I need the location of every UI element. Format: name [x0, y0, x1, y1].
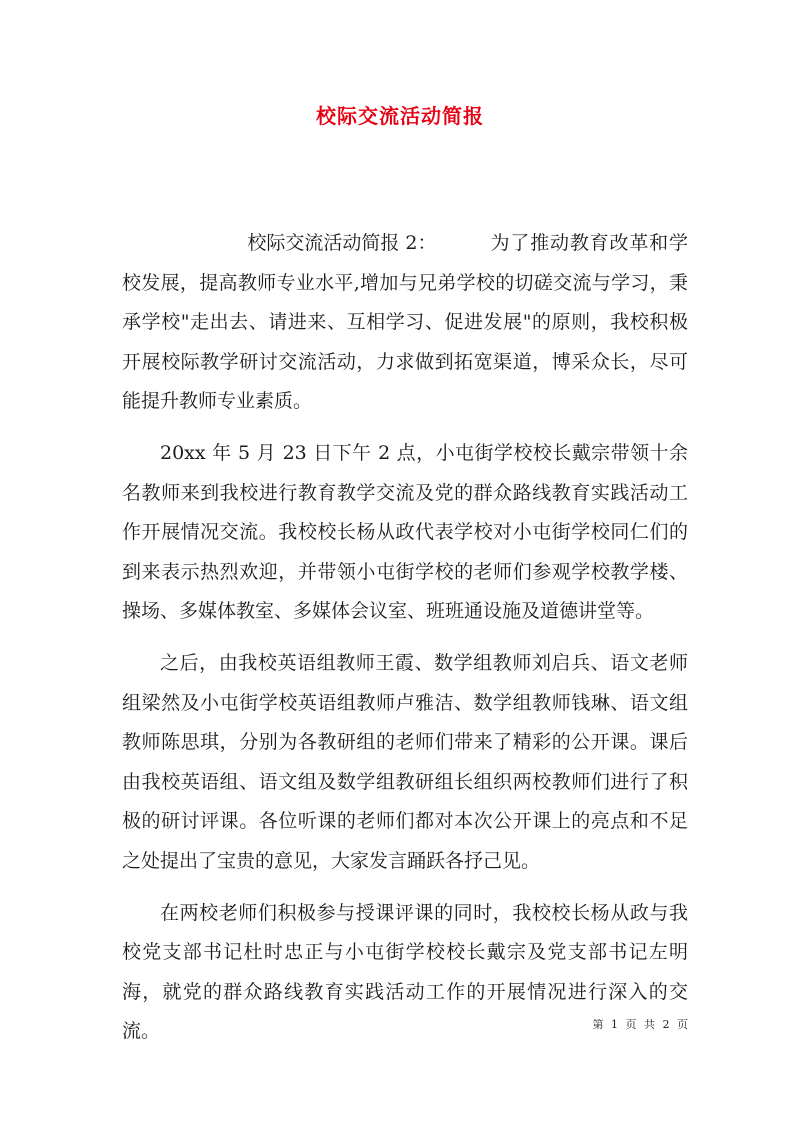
paragraph-3: 之后，由我校英语组教师王霞、数学组教师刘启兵、语文老师组梁然及小屯街学校英语组教师卢雅洁、数学组教师钱琳、语文组教师陈思琪，分别为各教研组的老师们带来了精彩的公开课。课后由我校英语组、语文组及数学组教研组长组织两校教师们进行了积极的研讨评课。各位听课的老师们都对本次公开课上的亮点和不足之处提出了宝贵的意见，大家发言踊跃各抒己见。 [122, 651, 688, 872]
paragraph-1-text: 为了推动教育改革和学校发展，提高教师专业水平,增加与兄弟学校的切磋交流与学习，秉承学校"走出去、请进来、互相学习、促进发展"的原则，我校积极开展校际教学研讨交流活动，力求做到拓宽渠道，博采众长，尽可能提升教师专业素质。 [122, 232, 688, 413]
document-body [122, 224, 688, 1064]
paragraph-4: 在两校老师们积极参与授课评课的同时，我校校长杨从政与我校党支部书记杜时忠正与小屯街学校校长戴宗及党支部书记左明海，就党的群众路线教育实践活动工作的开展情况进行深入的交流。 [122, 901, 688, 1043]
paragraph-1-lead: 校际交流活动简报 2： [247, 232, 437, 254]
paragraph-2: 20xx 年 5 月 23 日下午 2 点，小屯街学校校长戴宗带领十余名教师来到我校进行教育教学交流及党的群众路线教育实践活动工作开展情况交流。我校校长杨从政代表学校对小屯街学校同仁们的到来表示热烈欢迎，并带领小屯街学校的老师们参观学校教学楼、操场、多媒体教室、多媒体会议室、班班通设施及道德讲堂等。 [122, 441, 688, 623]
document-title: 校际交流活动简报 [316, 104, 484, 128]
page-number: 第 1 页 共 2 页 [592, 1018, 690, 1031]
paragraph-1 [122, 224, 688, 422]
